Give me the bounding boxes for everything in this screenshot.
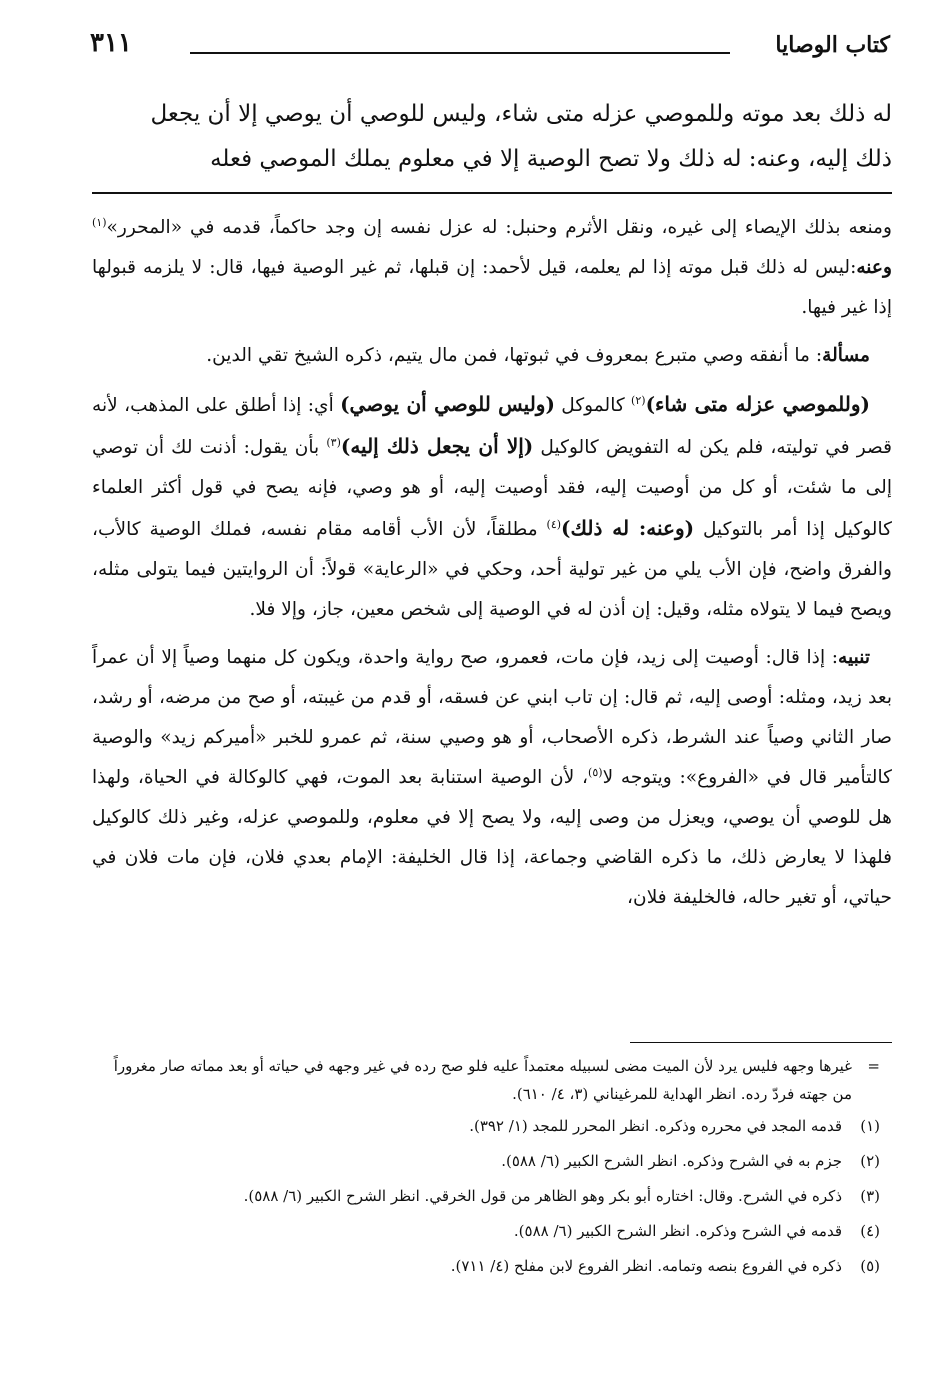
commentary-paragraph <box>92 208 892 328</box>
footnote <box>92 1147 880 1175</box>
page-header <box>90 24 890 64</box>
footnote-text: ذكره في الشرح. وقال: اختاره أبو بكر وهو الظاهر من قول الخرقي. انظر الشرح الكبير (٦/ ٥٨٨). <box>243 1187 842 1205</box>
commentary-text: ، لأن الوصية استنابة بعد الموت، فهي كالوكالة في الحياة، ولهذا هل للوصي أن يوصي، ويعزل من وصى إليه، ولا يصح إلا في معلوم، وللموصي عزله، وغير ذلك كالوكيل فلهذا لا يعارض ذلك، ما ذكره القاضي وجماعة، إذا قال الخليفة: الإمام بعدي فلان، فإن مات فلان في حياتي، أو تغير حاله، فالخليفة فلان، <box>92 767 892 908</box>
quoted-text: (وللموصي عزله متى شاء) <box>645 392 870 416</box>
commentary-text: : إذا قال: أوصيت إلى زيد، فإن مات، فعمرو، صح رواية واحدة، ويكون كل منهما وصياً إلا أن عمراً بعد زيد، ومثله: أوصى إليه، ثم قال: إن تاب ابني عن فسقه، أو قدم من غيبته، أو صح من مرضه، أو رشد، صار الثاني وصياً عند الشرط، ذكره الأصحاب، أو هو وصيي سنة، ثم عمرو للخبر «أميركم زيد» والوصية كالتأمير قال في «الفروع»: ويتوجه لا <box>92 647 892 788</box>
footnote <box>92 1182 880 1210</box>
commentary-paragraph <box>92 336 892 376</box>
quoted-text: (وعنه: له ذلك) <box>561 516 695 540</box>
header-rule <box>190 52 730 54</box>
commentary-text: كالموكل <box>554 395 632 416</box>
commentary-text: مطلقاً، لأن الأب أقامه مقام نفسه، فملك الوصية كالأب، والفرق واضح، فإن الأب يلي من غير تولية أحد، وحكي في «الرعاية» قولاً: أن الروايتين فيما يتولى مثله، ويصح فيما لا يتولاه مثله، وقيل: إن أذن له في الوصية إلى شخص معين، جاز، وإلا فلا. <box>92 519 892 620</box>
footnote-ref: (١) <box>92 215 107 229</box>
quoted-text: (إلا أن يجعل ذلك إليه) <box>340 434 534 458</box>
bold-term: وعنه <box>856 257 892 278</box>
continuation-mark: = <box>867 1057 880 1075</box>
footnote-number: (٢) <box>860 1152 880 1170</box>
footnote-text: ذكره في الفروع بنصه وتمامه. انظر الفروع لابن مفلح (٤/ ٧١١). <box>450 1257 842 1275</box>
text-separator <box>92 192 892 194</box>
footnote-ref: (٢) <box>631 393 646 407</box>
footnote-separator <box>630 1042 892 1043</box>
quoted-text: (وليس للوصي أن يوصي) <box>340 392 555 416</box>
footnote <box>92 1217 880 1245</box>
commentary-text: : ما أنفقه وصي متبرع بمعروف في ثبوتها، فمن مال يتيم، ذكره الشيخ تقي الدين. <box>206 345 823 366</box>
footnote-number: (١) <box>860 1117 880 1135</box>
footnote-ref: (٤) <box>546 517 562 531</box>
commentary-text: أي: إذا أطلق على المذهب، لأنه قصر في توليته، فلم يكن له التفويض كالوكيل <box>92 395 892 458</box>
commentary <box>92 208 892 926</box>
footnote-ref: (٥) <box>588 765 603 779</box>
footnote-text: جزم به في الشرح وذكره. انظر الشرح الكبير (٦/ ٥٨٨). <box>501 1152 842 1170</box>
footnote-text: قدمه في الشرح وذكره. انظر الشرح الكبير (٦/ ٥٨٨). <box>513 1222 842 1240</box>
footnotes <box>92 1052 880 1287</box>
footnote-text: غيرها وجهه فليس يرد لأن الميت مضى لسبيله معتمداً عليه فلو صح رده في غير وجهه في حياته أو بعد مماته صار مغروراً من جهته فردّ رده. انظر الهداية للمرغيناني (٣، ٤/ ٦١٠). <box>113 1057 852 1103</box>
footnote-ref: (٣) <box>326 435 341 449</box>
footnote-continuation <box>92 1052 880 1108</box>
footnote <box>92 1112 880 1140</box>
footnote-text: قدمه المجد في محرره وذكره. انظر المحرر للمجد (١/ ٣٩٢). <box>469 1117 842 1135</box>
commentary-text: :ليس له ذلك قبل موته إذا لم يعلمه، قيل لأحمد: إن قبلها، ثم غير الوصية فيها، قال: لا يلزمه قبولها إذا غير فيها. <box>92 257 892 318</box>
commentary-text: بأن يقول: أذنت لك أن توصي إلى ما شئت، أو كل من أوصيت إليه، فقد أوصيت إليه، أو هو وصي، فإنه يصح في قول أكثر العلماء كالوكيل إذا أمر بالتوكيل <box>92 437 892 540</box>
main-text-line: ذلك إليه، وعنه: له ذلك ولا تصح الوصية إلا في معلوم يملك الموصي فعله <box>210 146 892 172</box>
book-title: كتاب الوصايا <box>775 32 890 58</box>
page-number: ٣١١ <box>90 28 132 58</box>
footnote-number: (٣) <box>860 1187 880 1205</box>
footnote-number: (٤) <box>860 1222 880 1240</box>
commentary-paragraph <box>92 384 892 630</box>
bold-term: مسألة <box>822 345 870 366</box>
bold-term: تنبيه <box>838 647 870 668</box>
commentary-text: ومنعه بذلك الإيصاء إلى غيره، ونقل الأثرم وحنبل: له عزل نفسه إن وجد حاكماً، قدمه في «المحرر» <box>106 217 892 238</box>
footnote-number: (٥) <box>860 1257 880 1275</box>
main-text <box>92 92 892 182</box>
footnote <box>92 1252 880 1280</box>
main-text-line: له ذلك بعد موته وللموصي عزله متى شاء، وليس للوصي أن يوصي إلا أن يجعل <box>150 101 892 127</box>
commentary-paragraph <box>92 638 892 918</box>
